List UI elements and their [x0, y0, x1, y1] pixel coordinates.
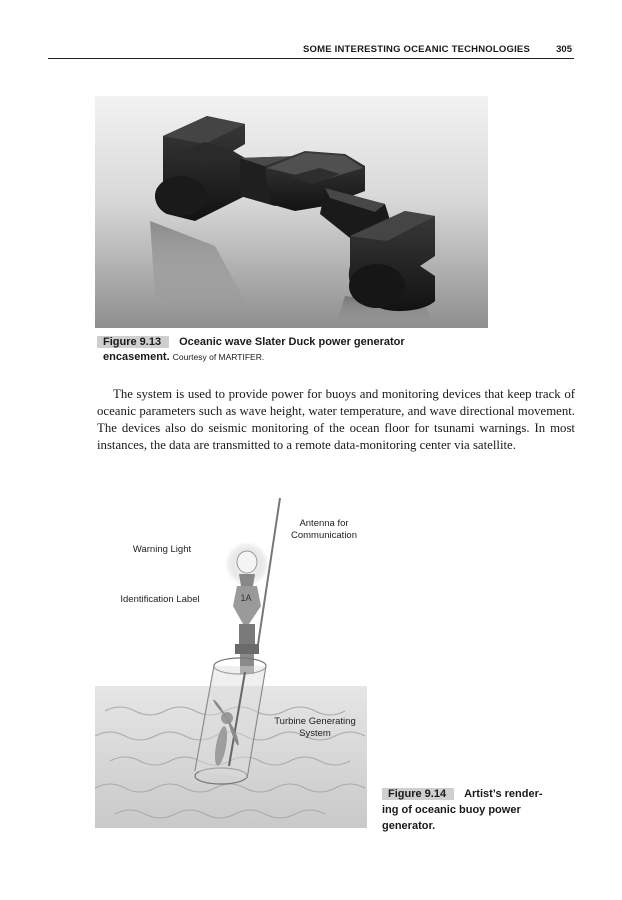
figure-9-13-credit: Courtesy of MARTIFER. [172, 352, 265, 362]
warning-light-annotation: Warning Light [132, 544, 192, 555]
figure-9-14-image [95, 496, 367, 828]
slater-duck-encasement-illustration [95, 96, 488, 328]
figure-9-14-caption-line3: generator. [382, 820, 436, 832]
page-number: 305 [556, 44, 572, 55]
figure-9-14-caption-line2: ing of oceanic buoy power [382, 804, 521, 816]
figure-9-13-image [95, 96, 488, 328]
running-header [48, 44, 574, 59]
figure-9-14-caption [382, 786, 577, 834]
identification-label-annotation: Identification Label [120, 594, 200, 605]
body-text [97, 386, 575, 454]
figure-9-14-label: Figure 9.14 [382, 788, 454, 800]
turbine-annotation [265, 716, 365, 740]
body-paragraph: The system is used to provide power for buoys and monitoring devices that keep track of oceanic parameters such as wave height, water temperature, and wave directional movement. The devices also do seismic monitoring of the ocean floor for tsunami warnings. In most instances, the data are transmitted to a remote data-monitoring center via satellite. [97, 387, 575, 452]
figure-9-13-label: Figure 9.13 [97, 336, 169, 348]
antenna-label-line2: Communication [291, 530, 357, 541]
antenna-label-line1: Antenna for [299, 518, 349, 529]
figure-9-13-title-line1: Oceanic wave Slater Duck power generator [179, 336, 405, 348]
figure-9-13-title-line2: encasement. [103, 351, 170, 363]
turbine-label-line1: Turbine Generating [274, 716, 356, 727]
figure-9-13-caption [97, 335, 567, 365]
buoy-id-label: 1A [240, 593, 252, 603]
figure-9-14-caption-line1: Artist’s render- [464, 788, 543, 800]
antenna-annotation [279, 518, 367, 542]
turbine-label-line2: System [299, 728, 331, 739]
header-title: SOME INTERESTING OCEANIC TECHNOLOGIES [303, 44, 530, 55]
